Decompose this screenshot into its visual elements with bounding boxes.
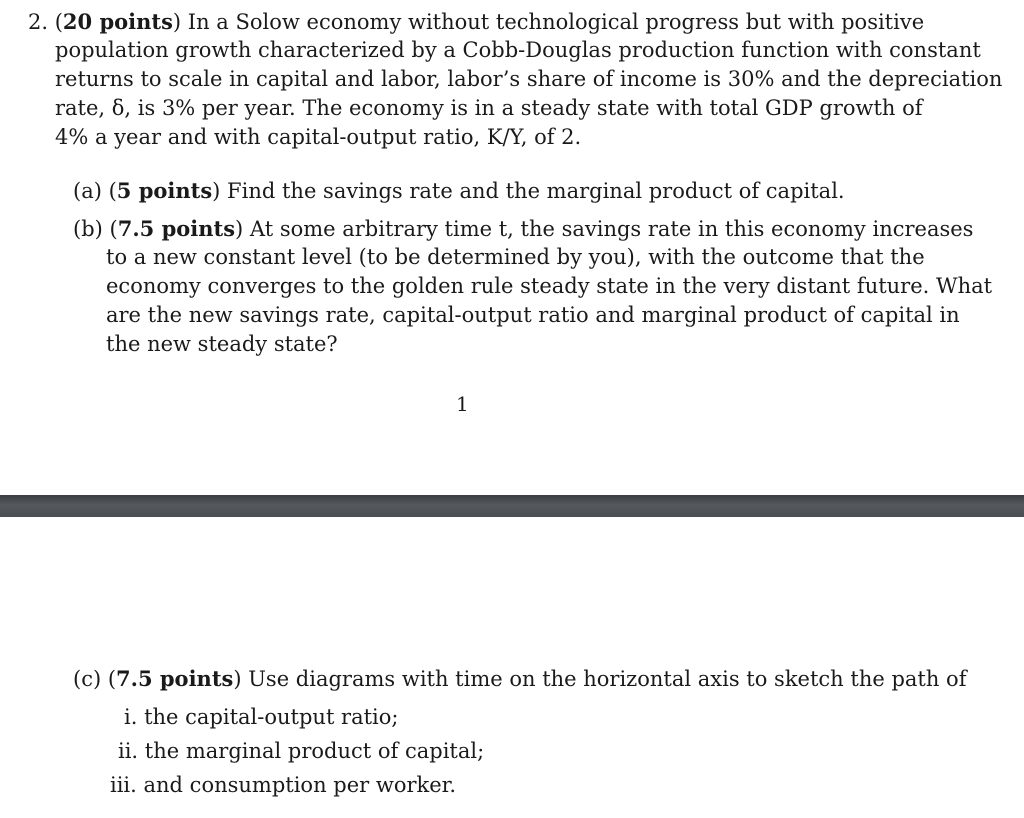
part-b-points: 7.5 points <box>117 216 236 241</box>
part-a: (a) (5 points) Find the savings rate and the marginal product of capital. <box>73 178 845 203</box>
q2-line-5: 4% a year and with capital-output ratio, K/Y, of 2. <box>55 125 582 149</box>
part-b-line-4: are the new savings rate, capital-output ratio and marginal product of capital in <box>106 303 960 327</box>
part-c-item-1-text: the capital-output ratio; <box>144 705 399 729</box>
part-c-item-1 <box>124 703 399 732</box>
part-c-item-3-text: and consumption per worker. <box>143 773 457 797</box>
part-b-line-5: the new steady state? <box>106 332 338 356</box>
part-c-text: Use diagrams with time on the horizontal axis to sketch the path of <box>248 667 967 691</box>
q2-line-3: returns to scale in capital and labor, labor’s share of income is 30% and the depreciation <box>55 67 1003 91</box>
part-b-line-2: to a new constant level (to be determined by you), with the outcome that the <box>106 245 925 269</box>
q2-number: 2. <box>28 10 49 34</box>
part-b-label: (b) <box>73 217 103 241</box>
part-c-points: 7.5 points <box>116 666 234 691</box>
q2-points: 20 points <box>62 9 173 34</box>
part-c-item-3 <box>110 771 456 800</box>
part-a-text: Find the savings rate and the marginal product of capital. <box>227 179 845 203</box>
part-b-line-1: (b) (7.5 points) At some arbitrary time t, the savings rate in this economy increases <box>73 216 974 241</box>
part-b-line-3: economy converges to the golden rule steady state in the very distant future. What <box>106 274 993 298</box>
part-b-text-1: At some arbitrary time t, the savings rate in this economy increases <box>249 217 974 241</box>
q2-text-1: In a Solow economy without technological progress but with positive <box>187 10 925 34</box>
q2-line-2: population growth characterized by a Cobb-Douglas production function with constant <box>55 38 981 62</box>
part-c-label: (c) <box>73 667 102 691</box>
part-a-label: (a) <box>73 179 102 203</box>
part-a-points: 5 points <box>116 178 213 203</box>
part-c-item-1-label: i. <box>124 705 138 729</box>
page-number: 1 <box>456 392 469 416</box>
part-c-item-2-label: ii. <box>118 739 139 763</box>
part-c: (c) (7.5 points) Use diagrams with time on the horizontal axis to sketch the path of <box>73 666 967 691</box>
part-c-item-2-text: the marginal product of capital; <box>144 739 485 763</box>
part-c-item-3-label: iii. <box>110 773 137 797</box>
q2-line-4: rate, δ, is 3% per year. The economy is in a steady state with total GDP growth of <box>55 96 923 120</box>
part-c-item-2 <box>118 737 484 766</box>
q2-line-1: 2. (20 points) In a Solow economy without technological progress but with positive <box>28 9 925 34</box>
page-break-divider <box>0 495 1024 517</box>
